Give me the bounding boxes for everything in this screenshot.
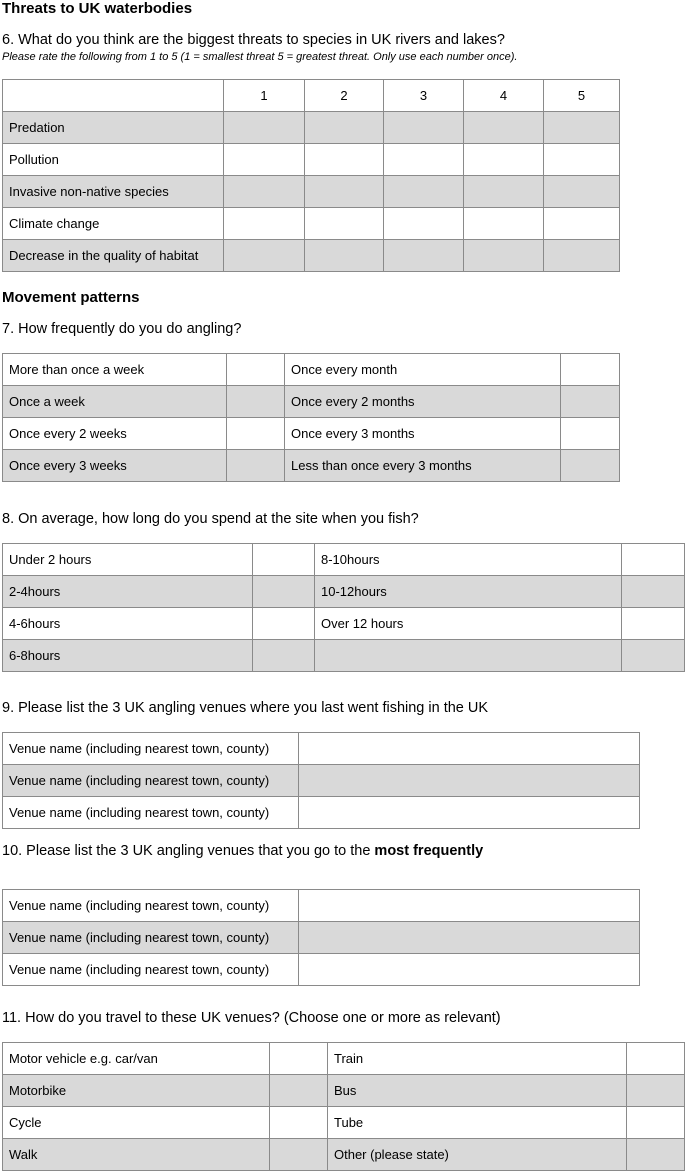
rating-cell[interactable] [544, 240, 620, 272]
checkbox-cell[interactable] [270, 1139, 328, 1171]
rating-cell[interactable] [384, 208, 464, 240]
rating-cell[interactable] [464, 112, 544, 144]
frequency-row [3, 418, 620, 450]
venue-label: Venue name (including nearest town, county) [3, 890, 299, 922]
rating-cell[interactable] [224, 208, 305, 240]
venue-row [3, 954, 640, 986]
checkbox-cell[interactable] [561, 418, 620, 450]
rating-cell[interactable] [384, 176, 464, 208]
checkbox-cell[interactable] [627, 1107, 685, 1139]
rating-cell[interactable] [305, 176, 384, 208]
rating-cell[interactable] [544, 208, 620, 240]
travel-mode-table [2, 1042, 685, 1171]
option-label: Once every 2 months [285, 386, 561, 418]
option-label: Tube [328, 1107, 627, 1139]
question-6-instruction: Please rate the following from 1 to 5 (1 = smallest threat 5 = greatest threat. Only use each number once). [2, 51, 518, 63]
question-10-text [2, 843, 483, 859]
threat-rating-table [2, 79, 620, 272]
threat-label: Predation [3, 112, 224, 144]
frequency-row [3, 354, 620, 386]
rating-header-row [3, 80, 620, 112]
venue-input[interactable] [299, 922, 640, 954]
rating-cell[interactable] [384, 144, 464, 176]
question-10-prefix: 10. Please list the 3 UK angling venues that you go to the [2, 843, 375, 859]
rating-cell[interactable] [224, 144, 305, 176]
duration-row [3, 608, 685, 640]
travel-row [3, 1075, 685, 1107]
checkbox-cell[interactable] [561, 386, 620, 418]
threat-row [3, 208, 620, 240]
threat-label: Invasive non-native species [3, 176, 224, 208]
rating-cell[interactable] [305, 240, 384, 272]
venue-row [3, 765, 640, 797]
rating-cell[interactable] [305, 112, 384, 144]
rating-cell[interactable] [224, 240, 305, 272]
option-label: Once every 3 weeks [3, 450, 227, 482]
frequency-row [3, 386, 620, 418]
threat-row [3, 112, 620, 144]
venue-input[interactable] [299, 765, 640, 797]
venue-label: Venue name (including nearest town, county) [3, 765, 299, 797]
venue-row [3, 797, 640, 829]
checkbox-cell[interactable] [622, 608, 685, 640]
threat-row [3, 144, 620, 176]
travel-row [3, 1139, 685, 1171]
question-6-text: 6. What do you think are the biggest threats to species in UK rivers and lakes? [2, 32, 505, 48]
rating-cell[interactable] [224, 112, 305, 144]
rating-column-header: 2 [305, 80, 384, 112]
option-label: Once a week [3, 386, 227, 418]
option-label: Less than once every 3 months [285, 450, 561, 482]
checkbox-cell[interactable] [253, 576, 315, 608]
duration-row [3, 544, 685, 576]
rating-cell[interactable] [305, 144, 384, 176]
checkbox-cell[interactable] [270, 1043, 328, 1075]
option-label: Over 12 hours [315, 608, 622, 640]
option-label: Once every 3 months [285, 418, 561, 450]
rating-cell[interactable] [384, 112, 464, 144]
rating-cell[interactable] [464, 208, 544, 240]
venue-row [3, 733, 640, 765]
option-label: 4-6hours [3, 608, 253, 640]
rating-cell[interactable] [544, 112, 620, 144]
option-label: More than once a week [3, 354, 227, 386]
venue-row [3, 890, 640, 922]
rating-column-header: 5 [544, 80, 620, 112]
option-label: Motorbike [3, 1075, 270, 1107]
venue-label: Venue name (including nearest town, county) [3, 922, 299, 954]
rating-cell[interactable] [464, 240, 544, 272]
checkbox-cell[interactable] [561, 354, 620, 386]
venue-label: Venue name (including nearest town, county) [3, 797, 299, 829]
rating-cell[interactable] [384, 240, 464, 272]
rating-column-header: 1 [224, 80, 305, 112]
option-label: 10-12hours [315, 576, 622, 608]
checkbox-cell[interactable] [253, 544, 315, 576]
checkbox-cell[interactable] [627, 1139, 685, 1171]
duration-row [3, 576, 685, 608]
frequent-venues-table [2, 889, 640, 986]
threat-row [3, 176, 620, 208]
rating-header-blank [3, 80, 224, 112]
checkbox-cell[interactable] [622, 576, 685, 608]
venue-label: Venue name (including nearest town, county) [3, 954, 299, 986]
option-label [315, 640, 622, 672]
option-label: Train [328, 1043, 627, 1075]
checkbox-cell[interactable] [227, 386, 285, 418]
travel-row [3, 1107, 685, 1139]
checkbox-cell[interactable] [253, 640, 315, 672]
venue-input[interactable] [299, 954, 640, 986]
checkbox-cell[interactable] [627, 1043, 685, 1075]
venue-row [3, 922, 640, 954]
checkbox-cell[interactable] [622, 640, 685, 672]
option-label: 2-4hours [3, 576, 253, 608]
option-label: Bus [328, 1075, 627, 1107]
rating-cell[interactable] [464, 144, 544, 176]
checkbox-cell[interactable] [270, 1107, 328, 1139]
option-label: Cycle [3, 1107, 270, 1139]
last-venues-table [2, 732, 640, 829]
checkbox-cell[interactable] [227, 418, 285, 450]
rating-cell[interactable] [544, 176, 620, 208]
checkbox-cell[interactable] [561, 450, 620, 482]
rating-cell[interactable] [464, 176, 544, 208]
checkbox-cell[interactable] [227, 354, 285, 386]
question-11-text: 11. How do you travel to these UK venues? (Choose one or more as relevant) [2, 1010, 501, 1026]
threats-heading: Threats to UK waterbodies [2, 0, 193, 17]
option-label: Motor vehicle e.g. car/van [3, 1043, 270, 1075]
option-label: Once every 2 weeks [3, 418, 227, 450]
threat-label: Climate change [3, 208, 224, 240]
threat-label: Decrease in the quality of habitat [3, 240, 224, 272]
question-7-text: 7. How frequently do you do angling? [2, 321, 242, 337]
frequency-row [3, 450, 620, 482]
question-10-emphasis: most frequently [374, 843, 484, 859]
venue-input[interactable] [299, 890, 640, 922]
question-9-text: 9. Please list the 3 UK angling venues where you last went fishing in the UK [2, 700, 489, 716]
time-at-site-table [2, 543, 685, 672]
rating-cell[interactable] [305, 208, 384, 240]
rating-column-header: 4 [464, 80, 544, 112]
option-label: Under 2 hours [3, 544, 253, 576]
travel-row [3, 1043, 685, 1075]
checkbox-cell[interactable] [270, 1075, 328, 1107]
option-label: Walk [3, 1139, 270, 1171]
venue-input[interactable] [299, 733, 640, 765]
threat-row [3, 240, 620, 272]
checkbox-cell[interactable] [227, 450, 285, 482]
rating-cell[interactable] [544, 144, 620, 176]
angling-frequency-table [2, 353, 620, 482]
duration-row [3, 640, 685, 672]
venue-input[interactable] [299, 797, 640, 829]
checkbox-cell[interactable] [622, 544, 685, 576]
option-label: Other (please state) [328, 1139, 627, 1171]
rating-column-header: 3 [384, 80, 464, 112]
checkbox-cell[interactable] [253, 608, 315, 640]
option-label: Once every month [285, 354, 561, 386]
threat-label: Pollution [3, 144, 224, 176]
checkbox-cell[interactable] [627, 1075, 685, 1107]
rating-cell[interactable] [224, 176, 305, 208]
question-8-text: 8. On average, how long do you spend at the site when you fish? [2, 511, 419, 527]
venue-label: Venue name (including nearest town, county) [3, 733, 299, 765]
option-label: 6-8hours [3, 640, 253, 672]
movement-heading: Movement patterns [2, 289, 140, 306]
option-label: 8-10hours [315, 544, 622, 576]
